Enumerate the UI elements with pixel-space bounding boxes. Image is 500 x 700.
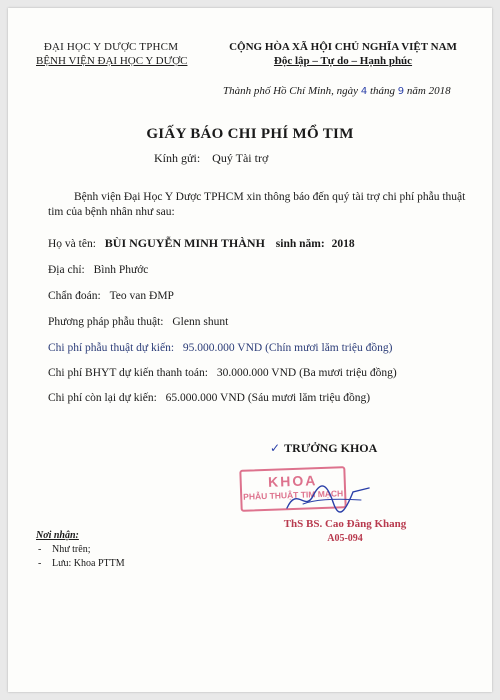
university-name: ĐẠI HỌC Y DƯỢC TPHCM bbox=[43, 41, 179, 53]
greeting-label: Kính gửi: bbox=[154, 151, 201, 165]
hospital-name: BỆNH VIỆN ĐẠI HỌC Y DƯỢC bbox=[36, 55, 188, 67]
bhyt-value: 30.000.000 VND (Ba mươi triệu đồng) bbox=[216, 367, 397, 379]
recipient-item bbox=[38, 544, 90, 555]
issuer-header bbox=[36, 40, 186, 68]
diagnosis-value: Teo van ĐMP bbox=[109, 290, 174, 302]
cost-label: Chi phí phẫu thuật dự kiến: bbox=[48, 342, 175, 354]
date-year: năm 2018 bbox=[406, 85, 451, 97]
field-surgery-method bbox=[48, 316, 228, 328]
stamp-line1: KHOA bbox=[267, 472, 318, 490]
signature-icon bbox=[283, 478, 373, 518]
remain-label: Chi phí còn lại dự kiến: bbox=[48, 392, 157, 404]
recipient-text: Như trên; bbox=[52, 544, 91, 555]
intro-paragraph: Bệnh viện Đại Học Y Dược TPHCM xin thông báo đến quý tài trợ chi phí phẫu thuật tim của bệnh nhân như sau: bbox=[48, 191, 466, 218]
cost-value: 95.000.000 VND (Chín mươi lăm triệu đồng) bbox=[182, 342, 393, 354]
name-label: Họ và tên: bbox=[48, 238, 96, 250]
signer-title bbox=[270, 441, 377, 456]
signer-title-text: TRƯỞNG KHOA bbox=[284, 441, 378, 455]
field-address bbox=[48, 264, 148, 276]
bhyt-label: Chi phí BHYT dự kiến thanh toán: bbox=[48, 367, 208, 379]
field-insurance-payment bbox=[48, 367, 397, 379]
date-line bbox=[223, 85, 451, 97]
greeting-recipient: Quý Tài trợ bbox=[212, 151, 269, 165]
method-value: Glenn shunt bbox=[172, 316, 229, 328]
field-estimated-cost bbox=[48, 342, 392, 354]
national-motto: Độc lập – Tự do – Hạnh phúc bbox=[273, 55, 413, 67]
date-month: 9 bbox=[397, 86, 405, 97]
field-remaining-cost bbox=[48, 392, 370, 404]
recipients-label: Nơi nhận: bbox=[36, 530, 79, 541]
method-label: Phương pháp phẫu thuật: bbox=[48, 316, 164, 328]
stamp-line2: PHẪU THUẬT TIM MẠCH bbox=[243, 488, 344, 502]
signer-name: ThS BS. Cao Đằng Khang bbox=[283, 518, 407, 530]
date-day: 4 bbox=[360, 86, 368, 97]
country-name: CỘNG HÒA XÃ HỘI CHỦ NGHĨA VIỆT NAM bbox=[229, 41, 457, 53]
recipient-item bbox=[38, 558, 125, 569]
bullet-dash-icon: - bbox=[38, 544, 42, 555]
remain-value: 65.000.000 VND (Sáu mươi lăm triệu đồng) bbox=[165, 392, 371, 404]
name-value: BÙI NGUYỄN MINH THÀNH bbox=[104, 236, 265, 250]
date-month-word: tháng bbox=[369, 85, 395, 97]
address-label: Địa chỉ: bbox=[48, 264, 85, 276]
bullet-dash-icon: - bbox=[38, 558, 42, 569]
date-prefix: Thành phố Hồ Chí Minh, ngày bbox=[223, 85, 359, 97]
birth-value: 2018 bbox=[331, 238, 355, 250]
field-patient-name bbox=[48, 236, 355, 251]
national-header bbox=[208, 40, 478, 68]
recipient-text: Lưu: Khoa PTTM bbox=[52, 558, 125, 569]
document-title: GIẤY BÁO CHI PHÍ MỔ TIM bbox=[146, 126, 354, 142]
birth-label: sinh năm: bbox=[275, 238, 325, 250]
check-mark-icon: ✓ bbox=[270, 441, 281, 455]
document-page bbox=[8, 8, 492, 692]
signer-code: A05-094 bbox=[327, 533, 363, 544]
greeting bbox=[154, 151, 268, 166]
field-diagnosis bbox=[48, 290, 174, 302]
address-value: Bình Phước bbox=[93, 264, 149, 276]
diagnosis-label: Chẩn đoán: bbox=[48, 290, 101, 302]
